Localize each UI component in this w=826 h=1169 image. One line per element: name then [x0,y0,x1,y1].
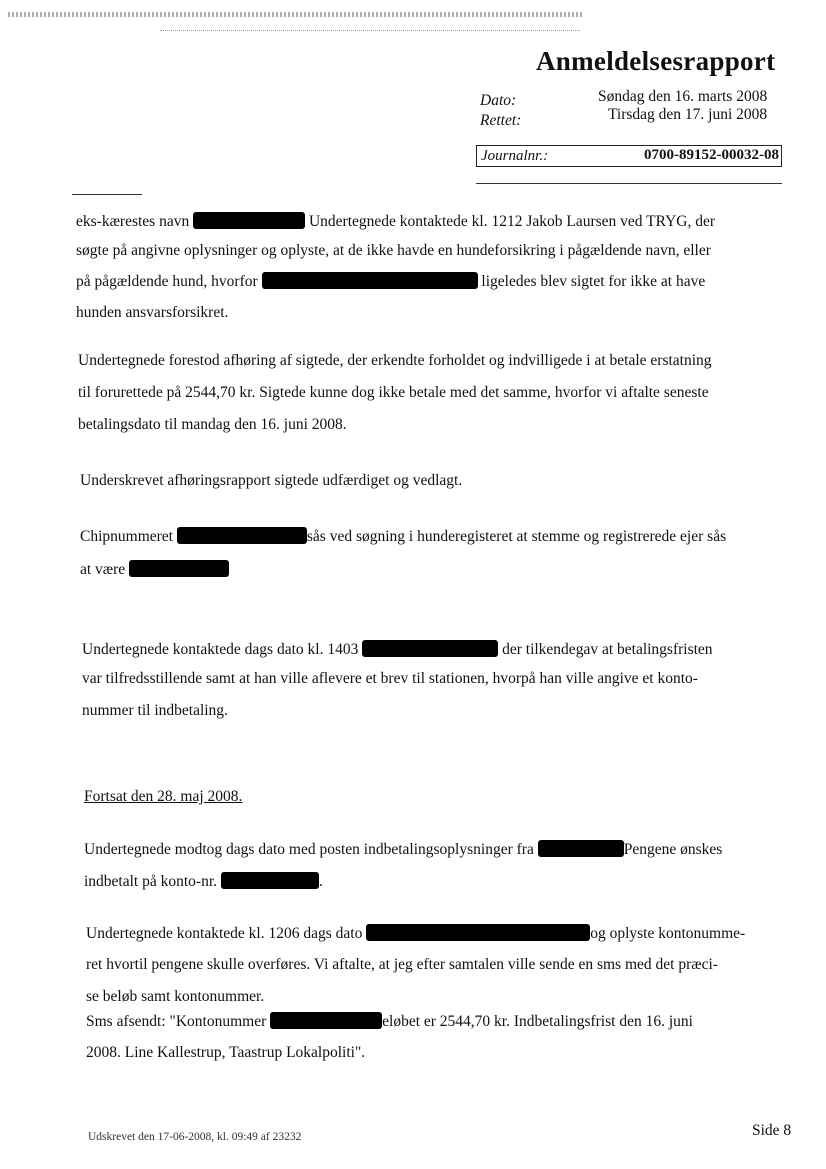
journal-number-box [476,145,782,167]
redaction-box [362,640,498,657]
paragraph-2-line-3: betalingsdato til mandag den 16. juni 2008. [78,416,347,433]
text-segment: hunden ansvarsforsikret. [76,304,229,321]
paragraph-6-line-2 [84,872,323,891]
scan-artifact-top [8,12,584,17]
text-segment: se beløb samt kontonummer. [86,988,265,1005]
dato-value: Søndag den 16. marts 2008 [598,88,768,105]
text-segment: der tilkendegav at betalingsfristen [498,641,713,658]
scan-artifact-dotted-line [160,30,580,32]
paragraph-1-line-1 [76,212,715,231]
dato-label: Dato: [480,92,517,109]
text-segment: Undertegnede modtog dags dato med posten indbetalingsoplysninger fra [84,841,538,858]
text-segment: og oplyste kontonumme- [590,925,746,942]
text-segment: at være [80,561,130,578]
redaction-box [366,924,590,941]
text-segment: ret hvortil pengene skulle overføres. Vi aftalte, at jeg efter samtalen ville sende en sms med det præci- [86,956,718,973]
redaction-box [262,272,478,289]
redaction-box [177,527,307,544]
dato-row [480,92,516,110]
text-segment: Undertegnede kontaktede dags dato kl. 1403 [82,641,363,658]
text-segment: ligeledes blev sigtet for ikke at have [477,273,706,290]
paragraph-4-line-1 [80,527,726,546]
redaction-box [538,840,624,857]
rettet-row [480,112,521,130]
text-segment: 2008. Line Kallestrup, Taastrup Lokalpoliti". [86,1044,366,1061]
text-segment: nummer til indbetaling. [82,702,228,719]
text-segment: sås ved søgning i hunderegisteret at stemme og registrerede ejer sås [306,528,727,545]
text-segment: var tilfredsstillende samt at han ville aflevere et brev til stationen, hvorpå han ville angive et konto- [82,670,698,687]
redaction-box [129,560,229,577]
paragraph-5-line-2 [82,670,698,688]
page-number: Side 8 [752,1122,792,1139]
paragraph-5-line-1 [82,640,713,659]
text-segment: eks-kærestes navn [76,213,194,230]
paragraph-5-line-3 [82,702,228,720]
text-segment: . [318,873,323,890]
continued-heading: Fortsat den 28. maj 2008. [84,788,243,805]
paragraph-4-line-2 [80,560,229,579]
text-segment: Chipnummeret [80,528,177,545]
paragraph-7-line-5 [86,1044,365,1062]
paragraph-7-line-3 [86,988,264,1006]
paragraph-1-line-2 [76,242,711,260]
text-segment: indbetalt på konto-nr. [84,873,221,890]
header-divider [476,183,782,184]
print-footer: Udskrevet den 17-06-2008, kl. 09:49 af 23232 [88,1131,302,1143]
redaction-box [270,1012,382,1029]
paragraph-1-line-4 [76,304,228,322]
text-segment: Undertegnede kontaktede kl. 1212 Jakob Laursen ved TRYG, der [305,213,716,230]
text-segment: eløbet er 2544,70 kr. Indbetalingsfrist den 16. juni [382,1013,693,1030]
journal-value: 0700-89152-00032-08 [644,147,779,163]
paragraph-1-line-3 [76,272,705,291]
paragraph-2-line-1: Undertegnede forestod afhøring af sigtede, der erkendte forholdet og indvilligede i at betale erstatning [78,352,712,369]
paragraph-3: Underskrevet afhøringsrapport sigtede udfærdiget og vedlagt. [80,472,463,489]
paragraph-7-line-2 [86,956,718,974]
redaction-box [221,872,319,889]
paragraph-7-line-4 [86,1012,693,1031]
text-segment: Sms afsendt: "Kontonummer [86,1013,271,1030]
rettet-value: Tirsdag den 17. juni 2008 [608,106,768,123]
text-segment: Undertegnede kontaktede kl. 1206 dags dato [86,925,367,942]
text-segment: Pengene ønskes [623,841,723,858]
journal-label: Journalnr.: [481,148,549,164]
text-segment: på pågældende hund, hvorfor [76,273,262,290]
rettet-label: Rettet: [480,112,522,129]
text-segment: søgte på angivne oplysninger og oplyste, at de ikke havde en hundeforsikring i pågældende navn, eller [76,242,711,259]
redaction-box [193,212,305,229]
paragraph-7-line-1 [86,924,745,943]
paragraph-6-line-1 [84,840,722,859]
header-divider-short [72,194,142,195]
paragraph-2-line-2: til forurettede på 2544,70 kr. Sigtede kunne dog ikke betale med det samme, hvorfor vi aftalte seneste [78,384,709,401]
report-title: Anmeldelsesrapport [536,46,776,76]
